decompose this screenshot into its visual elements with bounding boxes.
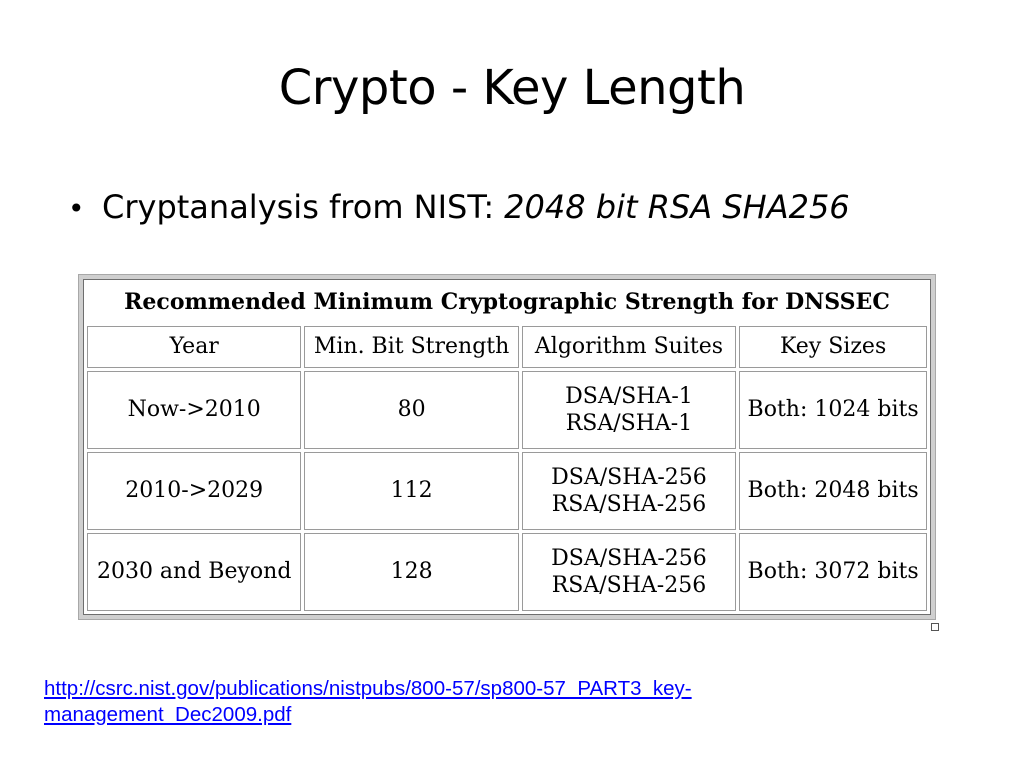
source-link-line-1: http://csrc.nist.gov/publications/nistpubs/800-57/sp800-57_PART3_key- [44, 677, 692, 700]
bullet-item [68, 188, 850, 226]
table-caption-row [87, 283, 927, 323]
table-container [83, 279, 931, 615]
table-caption: Recommended Minimum Cryptographic Strength for DNSSEC [124, 289, 890, 316]
cell-suites [522, 533, 736, 611]
strength-table [84, 280, 930, 614]
cell-strength: 128 [304, 533, 518, 611]
cell-suites [522, 452, 736, 530]
cell-key-sizes: Both: 1024 bits [739, 371, 927, 449]
suite-line: RSA/SHA-256 [551, 573, 707, 598]
source-link[interactable] [44, 676, 944, 727]
cell-year: 2010->2029 [87, 452, 301, 530]
cell-year: Now->2010 [87, 371, 301, 449]
table-row [87, 371, 927, 449]
bullet-emphasis: 2048 bit RSA SHA256 [504, 188, 850, 226]
cell-strength: 80 [304, 371, 518, 449]
cell-strength: 112 [304, 452, 518, 530]
table-image-frame [78, 274, 936, 620]
suite-line: RSA/SHA-256 [551, 492, 707, 517]
header-year: Year [87, 326, 301, 368]
cell-key-sizes: Both: 2048 bits [739, 452, 927, 530]
cell-key-sizes: Both: 3072 bits [739, 533, 927, 611]
bullet-point-icon: • [68, 192, 85, 225]
source-link-line-2: management_Dec2009.pdf [44, 702, 292, 726]
header-min-bit-strength: Min. Bit Strength [304, 326, 518, 368]
bullet-text: Cryptanalysis from NIST: [102, 188, 495, 226]
header-key-sizes: Key Sizes [739, 326, 927, 368]
suite-line: RSA/SHA-1 [565, 411, 693, 436]
table-row [87, 452, 927, 530]
cell-suites [522, 371, 736, 449]
header-algorithm-suites: Algorithm Suites [522, 326, 736, 368]
cell-year: 2030 and Beyond [87, 533, 301, 611]
table-header-row [87, 326, 927, 368]
suite-line: DSA/SHA-256 [551, 545, 707, 571]
suite-line: DSA/SHA-1 [565, 383, 693, 409]
resize-handle[interactable] [931, 623, 939, 631]
slide-title: Crypto - Key Length [278, 60, 746, 116]
table-row [87, 533, 927, 611]
suite-line: DSA/SHA-256 [551, 464, 707, 490]
